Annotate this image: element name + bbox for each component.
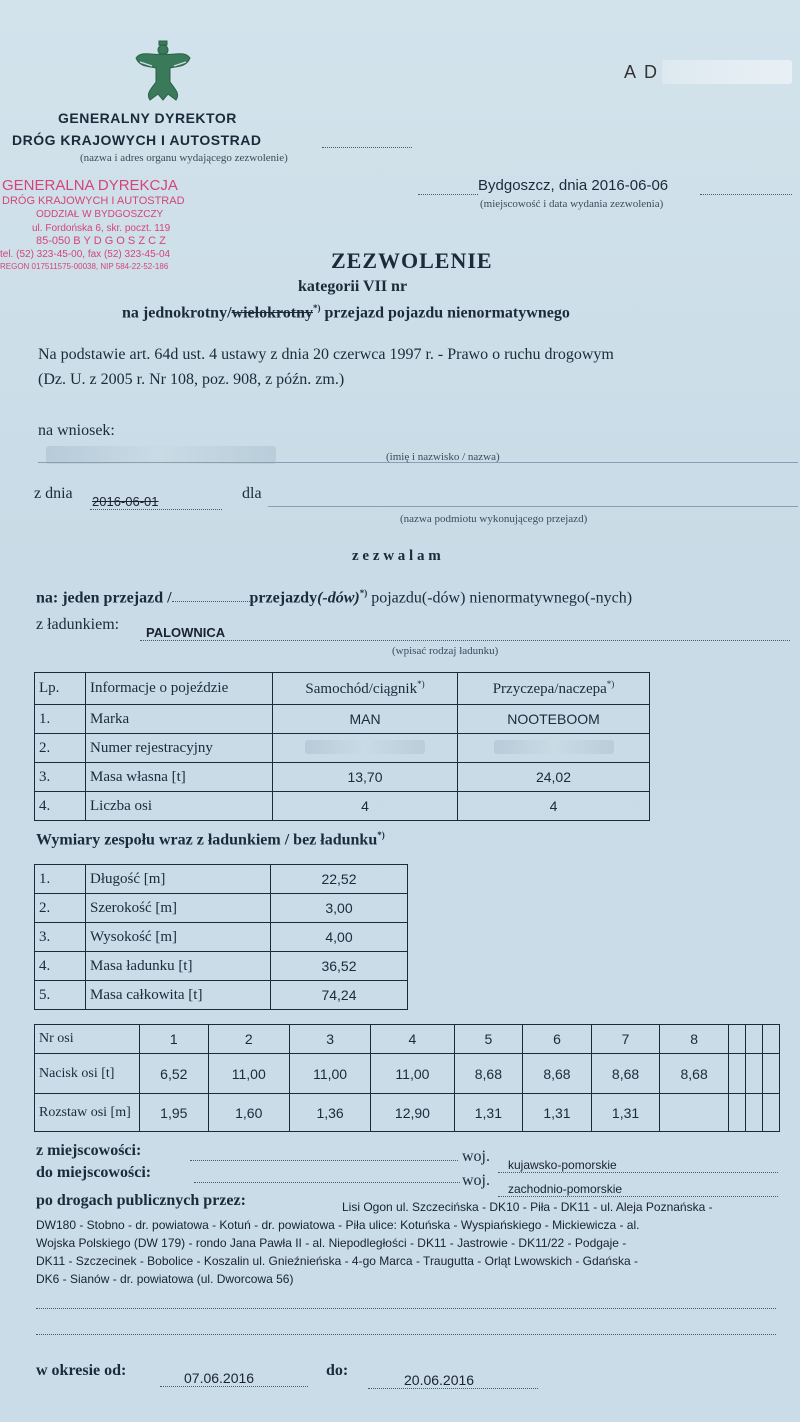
- axle-number-row: [35, 1025, 780, 1054]
- dim-value: 36,52: [271, 952, 408, 981]
- roads-line5: DK6 - Sianów - dr. powiatowa (ul. Dworcowa 56): [36, 1272, 294, 1286]
- period-from-value: 07.06.2016: [184, 1370, 255, 1386]
- row-trailer: 24,02: [458, 763, 650, 792]
- row-truck: 4: [273, 792, 458, 821]
- place-date: Bydgoszcz, dnia 2016-06-06: [478, 177, 669, 194]
- vehicle-table-header-row: [35, 673, 650, 705]
- axle-number-cell: [745, 1025, 762, 1054]
- from-woj-value: kujawsko-pomorskie: [508, 1158, 617, 1172]
- application-label: na wniosek:: [38, 422, 115, 439]
- table-row: [35, 865, 408, 894]
- footnote-mark: *): [313, 303, 321, 313]
- cargo-dots: [140, 640, 790, 641]
- roads-line4: DK11 - Szczecinek - Bobolice - Koszalin ul. Gnieźnieńska - 4-go Marca - Traugutta - Orląt Lwowskich - Gdańska -: [36, 1254, 639, 1268]
- roads-label: po drogach publicznych przez:: [36, 1192, 246, 1209]
- cargo-caption: (wpisać rodzaj ładunku): [392, 645, 499, 657]
- header-truck: [273, 673, 458, 705]
- from-label: z miejscowości:: [36, 1142, 142, 1159]
- row-lp: 1.: [35, 705, 86, 734]
- application-date-dots: [90, 509, 222, 510]
- axle-spacing-cell: 1,60: [208, 1094, 289, 1132]
- header-trailer-label: Przyczepa/naczepa: [492, 681, 607, 697]
- axle-spacing-cell: 1,31: [454, 1094, 523, 1132]
- row-truck: MAN: [273, 705, 458, 734]
- dim-value: 3,00: [271, 894, 408, 923]
- application-date-label: z dnia: [34, 485, 73, 502]
- axle-load-label: Nacisk osi [t]: [35, 1054, 140, 1094]
- trip-vehicle-text: pojazdu(-dów) nienormatywnego(-nych): [367, 589, 633, 607]
- roads-line2: DW180 - Stobno - dr. powiatowa - Kotuń - dr. powiatowa - Piła ulice: Kotuńska - Wyspiańskiego - Mickiewicza - al.: [36, 1218, 640, 1232]
- legal-basis-line2: (Dz. U. z 2005 r. Nr 108, poz. 908, z późn. zm.): [38, 371, 345, 388]
- trip-mark: *): [359, 588, 368, 598]
- row-truck-redacted: [273, 734, 458, 763]
- axle-spacing-cell: [745, 1094, 762, 1132]
- stamp-line6: tel. (52) 323-45-00, fax (52) 323-45-04: [0, 249, 171, 260]
- redacted-registration: [494, 740, 614, 754]
- row-info: Numer rejestracyjny: [86, 734, 273, 763]
- table-row: [35, 981, 408, 1010]
- permit-title: ZEZWOLENIE: [331, 248, 493, 273]
- to-dots: [194, 1182, 460, 1183]
- cargo-label: z ładunkiem:: [36, 616, 120, 633]
- stamp-line1: GENERALNA DYREKCJA: [2, 177, 178, 194]
- axle-number-cell: 4: [371, 1025, 454, 1054]
- axle-load-cell: [728, 1054, 745, 1094]
- roads-extra-line: [36, 1334, 776, 1335]
- grant-word: z e z w a l a m: [352, 548, 441, 564]
- axle-load-cell: 8,68: [660, 1054, 729, 1094]
- axle-load-cell: 8,68: [454, 1054, 523, 1094]
- roads-line3: Wojska Polskiego (DW 179) - rondo Jana Pawła II - al. Niepodległości - DK11 - Jastrowie - DK11/22 - Podgaje -: [36, 1236, 627, 1250]
- dim-label: Szerokość [m]: [86, 894, 271, 923]
- dim-value: 74,24: [271, 981, 408, 1010]
- trip-multiple: przejazdy: [249, 589, 318, 607]
- for-caption: (nazwa podmiotu wykonującego przejazd): [400, 513, 588, 525]
- cargo-value: PALOWNICA: [146, 625, 226, 640]
- axles-table: [34, 1024, 780, 1132]
- dim-value: 4,00: [271, 923, 408, 952]
- axle-number-cell: 8: [660, 1025, 729, 1054]
- table-row: [35, 952, 408, 981]
- applicant-caption: (imię i nazwisko / nazwa): [386, 451, 500, 463]
- header-truck-mark: *): [417, 679, 425, 689]
- axle-load-cell: 11,00: [289, 1054, 370, 1094]
- axle-load-row: [35, 1054, 780, 1094]
- to-woj-label: woj.: [462, 1172, 490, 1189]
- header-trailer-mark: *): [606, 679, 615, 689]
- dimensions-title-text: Wymiary zespołu wraz z ładunkiem / bez ładunku: [36, 831, 378, 849]
- axle-spacing-row: [35, 1094, 780, 1132]
- legal-basis-line1: Na podstawie art. 64d ust. 4 ustawy z dnia 20 czerwca 1997 r. - Prawo o ruchu drogowym: [38, 346, 614, 363]
- row-lp: 4.: [35, 792, 86, 821]
- axle-load-cell: 8,68: [591, 1054, 660, 1094]
- table-row: [35, 923, 408, 952]
- from-woj-dots: [498, 1172, 778, 1173]
- axle-number-cell: [762, 1025, 779, 1054]
- redacted-registration: [305, 740, 425, 754]
- table-row: [35, 763, 650, 792]
- axle-spacing-label: Rozstaw osi [m]: [35, 1094, 140, 1132]
- from-woj-label: woj.: [462, 1148, 490, 1165]
- axle-spacing-cell: [660, 1094, 729, 1132]
- dim-lp: 5.: [35, 981, 86, 1010]
- axle-number-cell: 7: [591, 1025, 660, 1054]
- axle-number-cell: 6: [523, 1025, 592, 1054]
- header-lp: Lp.: [35, 673, 86, 705]
- axle-load-cell: 11,00: [208, 1054, 289, 1094]
- row-info: Liczba osi: [86, 792, 273, 821]
- from-dots: [190, 1160, 458, 1161]
- to-woj-dots: [498, 1196, 778, 1197]
- row-trailer: 4: [458, 792, 650, 821]
- place-date-dots-right: [700, 194, 792, 195]
- authority-line2: DRÓG KRAJOWYCH I AUTOSTRAD: [12, 132, 262, 148]
- roads-line1: Lisi Ogon ul. Szczecińska - DK10 - Piła - DK11 - ul. Aleja Poznańska -: [342, 1200, 713, 1214]
- roads-extra-line: [36, 1308, 776, 1309]
- stamp-line7: REGON 017511575-00038, NIP 584-22-52-186: [0, 262, 169, 271]
- trip-type-single: na jednokrotny/: [122, 304, 232, 322]
- header-info: Informacje o pojeździe: [86, 673, 273, 705]
- trip-single: na: jeden przejazd /: [36, 589, 172, 607]
- stamp-line3: ODDZIAŁ W BYDGOSZCZY: [36, 209, 164, 220]
- header-trailer: [458, 673, 650, 705]
- period-to-value: 20.06.2016: [404, 1372, 475, 1388]
- axle-number-cell: 1: [140, 1025, 209, 1054]
- application-for-label: dla: [242, 485, 262, 502]
- period-to-label: do:: [326, 1362, 349, 1379]
- dim-label: Wysokość [m]: [86, 923, 271, 952]
- dim-value: 22,52: [271, 865, 408, 894]
- trip-count-line: [36, 588, 632, 607]
- dimensions-mark: *): [377, 830, 385, 840]
- dimensions-title: [36, 830, 385, 849]
- place-date-dots-left: [418, 194, 478, 195]
- table-row: [35, 894, 408, 923]
- axle-spacing-cell: 1,95: [140, 1094, 209, 1132]
- vehicle-table: [34, 672, 650, 821]
- dim-lp: 1.: [35, 865, 86, 894]
- for-line: [268, 506, 798, 507]
- period-to-dots: [368, 1388, 538, 1389]
- table-row: [35, 705, 650, 734]
- axle-number-label: Nr osi: [35, 1025, 140, 1054]
- stamp-line2: DRÓG KRAJOWYCH I AUTOSTRAD: [2, 195, 185, 207]
- row-lp: 2.: [35, 734, 86, 763]
- dim-lp: 2.: [35, 894, 86, 923]
- eagle-emblem-icon: [132, 38, 194, 104]
- dimensions-table: [34, 864, 408, 1010]
- dim-label: Masa ładunku [t]: [86, 952, 271, 981]
- axle-number-cell: 3: [289, 1025, 370, 1054]
- axle-number-cell: 2: [208, 1025, 289, 1054]
- axle-spacing-cell: 1,31: [523, 1094, 592, 1132]
- axle-spacing-cell: 1,36: [289, 1094, 370, 1132]
- authority-caption: (nazwa i adres organu wydającego zezwolenie): [80, 152, 288, 164]
- period-from-dots: [160, 1386, 308, 1387]
- axle-load-cell: [762, 1054, 779, 1094]
- permit-category: kategorii VII nr: [298, 278, 408, 295]
- dim-lp: 4.: [35, 952, 86, 981]
- axle-spacing-cell: 1,31: [591, 1094, 660, 1132]
- redacted-number: [662, 60, 792, 84]
- trip-type-line: [122, 303, 570, 322]
- axle-spacing-cell: 12,90: [371, 1094, 454, 1132]
- trip-count-blank: [172, 601, 250, 602]
- axle-spacing-cell: [728, 1094, 745, 1132]
- axle-load-cell: [745, 1054, 762, 1094]
- document-number-prefix: A D: [624, 62, 660, 82]
- row-lp: 3.: [35, 763, 86, 792]
- place-date-caption: (miejscowość i data wydania zezwolenia): [480, 198, 664, 210]
- stamp-line5: 85-050 B Y D G O S Z C Z: [36, 235, 166, 247]
- trip-type-suffix: przejazd pojazdu nienormatywnego: [320, 304, 570, 322]
- table-row: [35, 792, 650, 821]
- table-row: [35, 734, 650, 763]
- axle-number-cell: [728, 1025, 745, 1054]
- row-info: Masa własna [t]: [86, 763, 273, 792]
- row-trailer: NOOTEBOOM: [458, 705, 650, 734]
- dim-label: Masa całkowita [t]: [86, 981, 271, 1010]
- authority-dots: [322, 147, 412, 148]
- axle-load-cell: 11,00: [371, 1054, 454, 1094]
- header-truck-label: Samochód/ciągnik: [305, 681, 418, 697]
- trip-multiple-suffix: (-dów): [317, 589, 360, 607]
- row-info: Marka: [86, 705, 273, 734]
- to-woj-value: zachodnio-pomorskie: [508, 1182, 623, 1196]
- axle-load-cell: 6,52: [140, 1054, 209, 1094]
- axle-load-cell: 8,68: [523, 1054, 592, 1094]
- period-from-label: w okresie od:: [36, 1362, 127, 1379]
- authority-line1: GENERALNY DYREKTOR: [58, 110, 237, 126]
- dim-label: Długość [m]: [86, 865, 271, 894]
- trip-type-multiple-struck: wielokrotny: [231, 304, 313, 322]
- axle-number-cell: 5: [454, 1025, 523, 1054]
- row-trailer-redacted: [458, 734, 650, 763]
- application-date-value: 2016-06-01: [92, 494, 159, 509]
- dim-lp: 3.: [35, 923, 86, 952]
- row-truck: 13,70: [273, 763, 458, 792]
- stamp-line4: ul. Fordońska 6, skr. poczt. 119: [32, 223, 171, 234]
- to-label: do miejscowości:: [36, 1164, 152, 1181]
- axle-spacing-cell: [762, 1094, 779, 1132]
